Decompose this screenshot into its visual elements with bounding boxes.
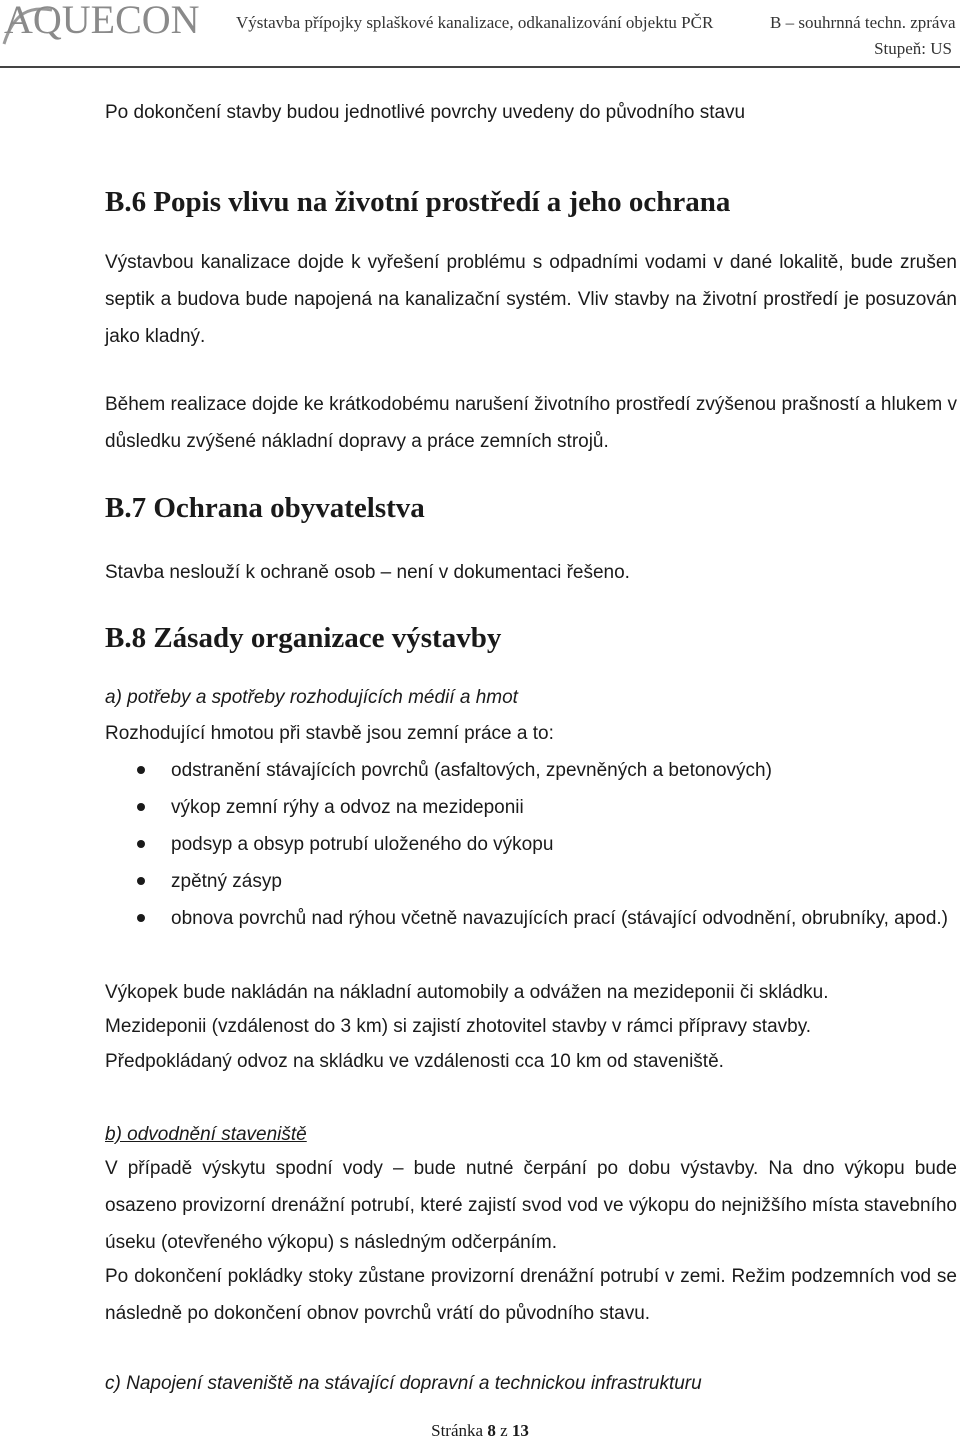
section-heading-b8: B.8 Zásady organizace výstavby [105, 622, 502, 654]
header-stage: Stupeň: US [874, 39, 952, 58]
b6-paragraph-1: Výstavbou kanalizace dojde k vyřešení problému s odpadními vodami v dané lokalitě, bude zrušen septik a budova bude napojená na kanalizační systém. Vliv stavby na životní prostředí je posuzován jako kladný. [105, 252, 957, 347]
section-heading-b6: B.6 Popis vlivu na životní prostředí a jeho ochrana [105, 186, 731, 218]
b8-a-list [105, 752, 957, 937]
b8-a-intro: Rozhodující hmotou při stavbě jsou zemní práce a to: [105, 723, 554, 744]
list-item: odstranění stávajících povrchů (asfaltových, zpevněných a betonových) [105, 752, 957, 789]
company-logo: AQUECON [4, 0, 200, 42]
header-divider [0, 66, 960, 68]
b8-b-paragraph-2: Po dokončení pokládky stoky zůstane provizorní drenážní potrubí v zemi. Režim podzemních vod se následně po dokončení obnov povrchů vrátí do původního stavu. [105, 1266, 957, 1324]
bullet-icon [137, 840, 145, 848]
header-document-type: B – souhrnná techn. zpráva [770, 13, 956, 32]
b8-a-after-2: Mezideponii (vzdálenost do 3 km) si zajistí zhotovitel stavby v rámci přípravy stavby. [105, 1016, 812, 1037]
b8-subheading-c: c) Napojení staveniště na stávající dopravní a technickou infrastrukturu [105, 1373, 702, 1394]
footer-of-label: z [500, 1421, 508, 1440]
list-item: výkop zemní rýhy a odvoz na mezideponii [105, 789, 957, 826]
bullet-icon [137, 914, 145, 922]
header-project-title: Výstavba přípojky splaškové kanalizace, odkanalizování objektu PČR [236, 13, 714, 32]
b8-a-after-3: Předpokládaný odvoz na skládku ve vzdálenosti cca 10 km od staveniště. [105, 1051, 724, 1072]
list-item: zpětný zásyp [105, 863, 957, 900]
b8-a-after-1: Výkopek bude nakládán na nákladní automobily a odvážen na mezideponii či skládku. [105, 982, 829, 1003]
page-header [0, 0, 960, 72]
footer-page-label: Stránka [431, 1421, 484, 1440]
b8-b-paragraph-1: V případě výskytu spodní vody – bude nutné čerpání po dobu výstavby. Na dno výkopu bude osazeno provizorní drenážní potrubí, které zajistí svod vod ve výkopu do nejnižšího místa stavebního úseku (otevřeného výkopu) s následným odčerpáním. [105, 1158, 957, 1253]
bullet-icon [137, 766, 145, 774]
footer-page-number: 8 [487, 1421, 496, 1440]
intro-paragraph: Po dokončení stavby budou jednotlivé povrchy uvedeny do původního stavu [105, 102, 746, 123]
page-footer [0, 1421, 960, 1441]
bullet-icon [137, 877, 145, 885]
b8-subheading-b: b) odvodnění staveniště [105, 1124, 307, 1145]
list-item: obnova povrchů nad rýhou včetně navazujících prací (stávající odvodnění, obrubníky, apod.) [105, 900, 957, 937]
b7-paragraph: Stavba neslouží k ochraně osob – není v dokumentaci řešeno. [105, 562, 630, 583]
b6-paragraph-2: Během realizace dojde ke krátkodobému narušení životního prostředí zvýšenou prašností a hlukem v důsledku zvýšené nákladní dopravy a práce zemních strojů. [105, 394, 957, 452]
bullet-icon [137, 803, 145, 811]
footer-page-total: 13 [511, 1421, 529, 1440]
list-item: podsyp a obsyp potrubí uloženého do výkopu [105, 826, 957, 863]
b8-subheading-a: a) potřeby a spotřeby rozhodujících médií a hmot [105, 687, 518, 708]
section-heading-b7: B.7 Ochrana obyvatelstva [105, 492, 425, 524]
